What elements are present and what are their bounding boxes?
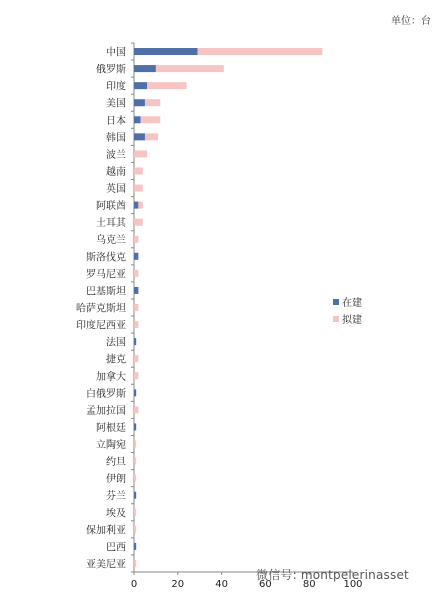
bar-planned	[134, 560, 136, 567]
category-label: 加拿大	[96, 371, 126, 383]
category-label: 印度	[106, 81, 126, 93]
bar-planned	[134, 167, 143, 174]
category-label: 波兰	[106, 149, 126, 161]
category-label: 阿根廷	[96, 422, 126, 434]
category-label: 巴基斯坦	[86, 286, 126, 298]
bar-in-construction	[134, 82, 147, 89]
x-tick-label: 60	[259, 579, 272, 590]
category-label: 白俄罗斯	[86, 388, 126, 400]
category-label: 巴西	[106, 542, 126, 554]
bar-planned	[134, 304, 138, 311]
category-label: 亚美尼亚	[86, 559, 126, 571]
bar-planned	[134, 355, 138, 362]
bar-planned	[145, 99, 160, 106]
bar-planned	[134, 219, 143, 226]
category-label: 中国	[106, 47, 126, 59]
legend-label-planned: 拟建	[342, 315, 362, 326]
bar-in-construction	[134, 99, 145, 106]
bar-in-construction	[134, 287, 138, 294]
x-tick-label: 80	[302, 579, 316, 590]
watermark-text: 微信号: montpelerinasset	[256, 568, 409, 582]
category-label: 法国	[106, 337, 126, 349]
bar-planned	[134, 509, 136, 516]
category-label: 土耳其	[96, 218, 126, 230]
bar-in-construction	[134, 543, 136, 550]
bar-in-construction	[134, 48, 198, 55]
x-tick-label: 20	[171, 579, 185, 590]
bar-planned	[141, 116, 161, 123]
bar-in-construction	[134, 389, 136, 396]
unit-label: 单位：台	[391, 16, 431, 27]
category-label: 日本	[106, 115, 126, 127]
x-tick-label: 100	[343, 579, 363, 590]
x-tick-label: 40	[215, 579, 228, 590]
bar-in-construction	[134, 338, 136, 345]
legend-swatch-in-construction	[333, 299, 339, 305]
bar-planned	[147, 82, 186, 89]
category-label: 韩国	[106, 132, 126, 144]
category-label: 阿联酋	[96, 201, 126, 213]
x-tick-label: 0	[130, 579, 138, 590]
bar-in-construction	[134, 202, 138, 209]
category-label: 哈萨克斯坦	[76, 303, 126, 315]
category-label: 斯洛伐克	[86, 252, 126, 264]
bar-planned	[134, 372, 138, 379]
bar-in-construction	[134, 65, 156, 72]
bar-in-construction	[134, 492, 136, 499]
category-label: 俄罗斯	[96, 64, 126, 76]
category-label: 约旦	[106, 457, 126, 469]
category-label: 立陶宛	[96, 440, 126, 452]
bar-planned	[134, 475, 136, 482]
category-label: 保加利亚	[86, 525, 126, 537]
category-label: 印度尼西亚	[76, 320, 126, 332]
bar-in-construction	[134, 253, 138, 260]
category-label: 美国	[106, 98, 126, 110]
bar-in-construction	[134, 423, 136, 430]
category-label: 捷克	[106, 354, 126, 366]
legend-swatch-planned	[333, 316, 339, 322]
category-label: 罗马尼亚	[86, 269, 126, 281]
bar-planned	[134, 406, 138, 413]
bar-planned	[145, 133, 158, 140]
category-label: 英国	[106, 184, 126, 196]
legend-label-in-construction: 在建	[342, 298, 362, 309]
category-label: 越南	[106, 166, 126, 178]
bar-planned	[198, 48, 323, 55]
bar-planned	[138, 202, 142, 209]
bar-planned	[134, 270, 138, 277]
category-label: 芬兰	[106, 491, 126, 503]
bar-planned	[134, 236, 138, 243]
bar-planned	[134, 441, 136, 448]
bar-planned	[134, 526, 136, 533]
bar-planned	[134, 150, 147, 157]
category-label: 乌克兰	[96, 235, 126, 247]
bar-in-construction	[134, 116, 141, 123]
bar-planned	[134, 458, 136, 465]
category-label: 孟加拉国	[86, 405, 126, 417]
bar-in-construction	[134, 133, 145, 140]
bar-planned	[134, 321, 138, 328]
category-label: 伊朗	[106, 474, 126, 486]
bar-planned	[134, 185, 143, 192]
category-label: 埃及	[106, 508, 126, 520]
bar-planned	[156, 65, 224, 72]
